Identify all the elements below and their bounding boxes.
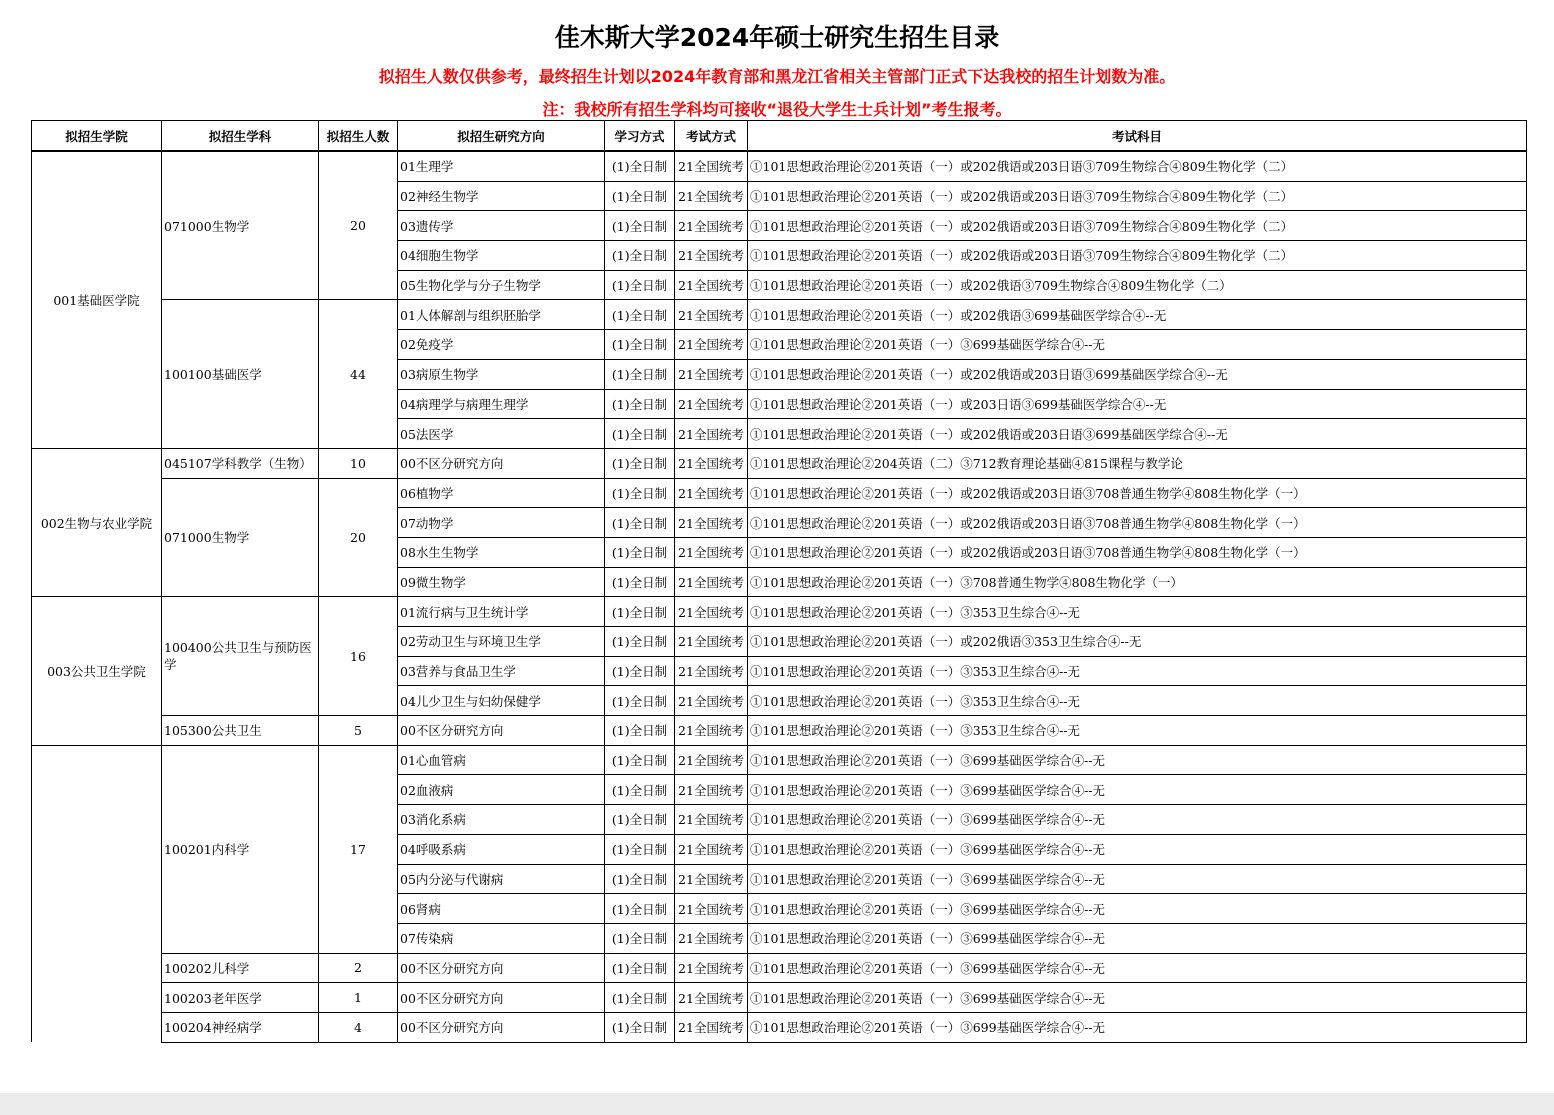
direction-cell: 07动物学: [398, 508, 605, 538]
exam-mode-cell: 21全国统考: [675, 805, 748, 835]
exam-subjects-cell: ①101思想政治理论②204英语（二）③712教育理论基础④815课程与教学论: [748, 448, 1527, 478]
direction-cell: 01人体解剖与组织胚胎学: [398, 300, 605, 330]
exam-mode-cell: 21全国统考: [675, 359, 748, 389]
subject-cell: 105300公共卫生: [162, 716, 319, 746]
direction-cell: 03遗传学: [398, 211, 605, 241]
subject-cell: 100204神经病学: [162, 1012, 319, 1042]
direction-cell: 00不区分研究方向: [398, 953, 605, 983]
exam-mode-cell: 21全国统考: [675, 775, 748, 805]
exam-subjects-cell: ①101思想政治理论②201英语（一）③699基础医学综合④--无: [748, 923, 1527, 953]
count-cell: 5: [319, 716, 398, 746]
viewer-bottom-bar: [0, 1093, 1554, 1115]
page-title: 佳木斯大学2024年硕士研究生招生目录: [554, 23, 1000, 52]
exam-subjects-cell: ①101思想政治理论②201英语（一）或202俄语或203日语③708普通生物学④808生物化学（一）: [748, 537, 1527, 567]
header-college: 拟招生学院: [32, 121, 162, 152]
study-mode-cell: (1)全日制: [605, 716, 675, 746]
study-mode-cell: (1)全日制: [605, 923, 675, 953]
exam-mode-cell: 21全国统考: [675, 151, 748, 181]
direction-cell: 03病原生物学: [398, 359, 605, 389]
study-mode-cell: (1)全日制: [605, 241, 675, 271]
exam-mode-cell: 21全国统考: [675, 389, 748, 419]
table-row: [32, 597, 1527, 627]
direction-cell: 09微生物学: [398, 567, 605, 597]
direction-cell: 00不区分研究方向: [398, 983, 605, 1013]
direction-cell: 02劳动卫生与环境卫生学: [398, 627, 605, 657]
study-mode-cell: (1)全日制: [605, 953, 675, 983]
exam-mode-cell: 21全国统考: [675, 330, 748, 360]
exam-mode-cell: 21全国统考: [675, 448, 748, 478]
exam-subjects-cell: ①101思想政治理论②201英语（一）或202俄语或203日语③708普通生物学④808生物化学（一）: [748, 478, 1527, 508]
exam-mode-cell: 21全国统考: [675, 567, 748, 597]
direction-cell: 02神经生物学: [398, 181, 605, 211]
study-mode-cell: (1)全日制: [605, 151, 675, 181]
direction-cell: 05生物化学与分子生物学: [398, 270, 605, 300]
exam-subjects-cell: ①101思想政治理论②201英语（一）③353卫生综合④--无: [748, 686, 1527, 716]
exam-subjects-cell: ①101思想政治理论②201英语（一）③699基础医学综合④--无: [748, 864, 1527, 894]
count-cell: 1: [319, 983, 398, 1013]
direction-cell: 00不区分研究方向: [398, 1012, 605, 1042]
exam-mode-cell: 21全国统考: [675, 241, 748, 271]
subject-cell: 071000生物学: [162, 478, 319, 597]
study-mode-cell: (1)全日制: [605, 1012, 675, 1042]
direction-cell: 06肾病: [398, 894, 605, 924]
exam-subjects-cell: ①101思想政治理论②201英语（一）③699基础医学综合④--无: [748, 805, 1527, 835]
direction-cell: 01流行病与卫生统计学: [398, 597, 605, 627]
study-mode-cell: (1)全日制: [605, 448, 675, 478]
exam-subjects-cell: ①101思想政治理论②201英语（一）③699基础医学综合④--无: [748, 330, 1527, 360]
study-mode-cell: (1)全日制: [605, 834, 675, 864]
table-row: [32, 983, 1527, 1013]
study-mode-cell: (1)全日制: [605, 359, 675, 389]
college-cell: 002生物与农业学院: [32, 448, 162, 596]
exam-subjects-cell: ①101思想政治理论②201英语（一）③708普通生物学④808生物化学（一）: [748, 567, 1527, 597]
exam-mode-cell: 21全国统考: [675, 834, 748, 864]
study-mode-cell: (1)全日制: [605, 419, 675, 449]
exam-mode-cell: 21全国统考: [675, 923, 748, 953]
study-mode-cell: (1)全日制: [605, 537, 675, 567]
count-cell: 44: [319, 300, 398, 448]
table-header-row: [32, 121, 1527, 152]
exam-subjects-cell: ①101思想政治理论②201英语（一）或202俄语或203日语③709生物综合④809生物化学（二）: [748, 151, 1527, 181]
subject-cell: 071000生物学: [162, 151, 319, 300]
direction-cell: 00不区分研究方向: [398, 716, 605, 746]
exam-mode-cell: 21全国统考: [675, 597, 748, 627]
exam-mode-cell: 21全国统考: [675, 716, 748, 746]
table-row: [32, 953, 1527, 983]
exam-mode-cell: 21全国统考: [675, 419, 748, 449]
exam-subjects-cell: ①101思想政治理论②201英语（一）③353卫生综合④--无: [748, 597, 1527, 627]
direction-cell: 00不区分研究方向: [398, 448, 605, 478]
exam-mode-cell: 21全国统考: [675, 953, 748, 983]
header-exam-subjects: 考试科目: [748, 121, 1527, 152]
count-cell: 20: [319, 151, 398, 300]
direction-cell: 03消化系病: [398, 805, 605, 835]
exam-subjects-cell: ①101思想政治理论②201英语（一）③699基础医学综合④--无: [748, 953, 1527, 983]
exam-subjects-cell: ①101思想政治理论②201英语（一）或202俄语③709生物综合④809生物化学（二）: [748, 270, 1527, 300]
exam-mode-cell: 21全国统考: [675, 508, 748, 538]
study-mode-cell: (1)全日制: [605, 478, 675, 508]
study-mode-cell: (1)全日制: [605, 805, 675, 835]
exam-mode-cell: 21全国统考: [675, 211, 748, 241]
exam-subjects-cell: ①101思想政治理论②201英语（一）或202俄语③699基础医学综合④--无: [748, 300, 1527, 330]
study-mode-cell: (1)全日制: [605, 211, 675, 241]
exam-mode-cell: 21全国统考: [675, 983, 748, 1013]
header-count: 拟招生人数: [319, 121, 398, 152]
college-cell: [32, 745, 162, 1042]
exam-mode-cell: 21全国统考: [675, 270, 748, 300]
subject-cell: 045107学科教学（生物）: [162, 448, 319, 478]
exam-subjects-cell: ①101思想政治理论②201英语（一）③699基础医学综合④--无: [748, 894, 1527, 924]
table-row: [32, 448, 1527, 478]
exam-subjects-cell: ①101思想政治理论②201英语（一）③699基础医学综合④--无: [748, 775, 1527, 805]
table-row: [32, 300, 1527, 330]
direction-cell: 04呼吸系病: [398, 834, 605, 864]
study-mode-cell: (1)全日制: [605, 775, 675, 805]
study-mode-cell: (1)全日制: [605, 864, 675, 894]
header-subject: 拟招生学科: [162, 121, 319, 152]
catalog-table: [31, 120, 1527, 1043]
study-mode-cell: (1)全日制: [605, 567, 675, 597]
direction-cell: 01生理学: [398, 151, 605, 181]
count-cell: 10: [319, 448, 398, 478]
subject-cell: 100400公共卫生与预防医学: [162, 597, 319, 716]
direction-cell: 06植物学: [398, 478, 605, 508]
exam-mode-cell: 21全国统考: [675, 478, 748, 508]
college-cell: 003公共卫生学院: [32, 597, 162, 745]
college-cell: 001基础医学院: [32, 151, 162, 448]
direction-cell: 05法医学: [398, 419, 605, 449]
study-mode-cell: (1)全日制: [605, 508, 675, 538]
study-mode-cell: (1)全日制: [605, 686, 675, 716]
table-row: [32, 478, 1527, 508]
exam-mode-cell: 21全国统考: [675, 627, 748, 657]
exam-subjects-cell: ①101思想政治理论②201英语（一）或202俄语或203日语③699基础医学综合④--无: [748, 419, 1527, 449]
subject-cell: 100203老年医学: [162, 983, 319, 1013]
exam-subjects-cell: ①101思想政治理论②201英语（一）③353卫生综合④--无: [748, 656, 1527, 686]
direction-cell: 01心血管病: [398, 745, 605, 775]
exam-subjects-cell: ①101思想政治理论②201英语（一）③699基础医学综合④--无: [748, 1012, 1527, 1042]
direction-cell: 04细胞生物学: [398, 241, 605, 271]
veteran-notice: 注：我校所有招生学科均可接收“退役大学生士兵计划”考生报考。: [542, 100, 1012, 119]
direction-cell: 03营养与食品卫生学: [398, 656, 605, 686]
exam-mode-cell: 21全国统考: [675, 181, 748, 211]
subject-cell: 100202儿科学: [162, 953, 319, 983]
table-row: [32, 745, 1527, 775]
direction-cell: 05内分泌与代谢病: [398, 864, 605, 894]
study-mode-cell: (1)全日制: [605, 627, 675, 657]
study-mode-cell: (1)全日制: [605, 983, 675, 1013]
exam-mode-cell: 21全国统考: [675, 1012, 748, 1042]
count-cell: 16: [319, 597, 398, 716]
exam-subjects-cell: ①101思想政治理论②201英语（一）③353卫生综合④--无: [748, 716, 1527, 746]
count-cell: 17: [319, 745, 398, 953]
table-row: [32, 716, 1527, 746]
exam-subjects-cell: ①101思想政治理论②201英语（一）或202俄语③353卫生综合④--无: [748, 627, 1527, 657]
exam-subjects-cell: ①101思想政治理论②201英语（一）或202俄语或203日语③699基础医学综合④--无: [748, 359, 1527, 389]
count-cell: 20: [319, 478, 398, 597]
exam-mode-cell: 21全国统考: [675, 686, 748, 716]
enrollment-notice: 拟招生人数仅供参考，最终招生计划以2024年教育部和黑龙江省相关主管部门正式下达我校的招生计划数为准。: [378, 67, 1176, 86]
study-mode-cell: (1)全日制: [605, 745, 675, 775]
header-exam-mode: 考试方式: [675, 121, 748, 152]
exam-subjects-cell: ①101思想政治理论②201英语（一）③699基础医学综合④--无: [748, 745, 1527, 775]
header-study-mode: 学习方式: [605, 121, 675, 152]
exam-mode-cell: 21全国统考: [675, 894, 748, 924]
header-direction: 拟招生研究方向: [398, 121, 605, 152]
direction-cell: 04病理学与病理生理学: [398, 389, 605, 419]
study-mode-cell: (1)全日制: [605, 300, 675, 330]
study-mode-cell: (1)全日制: [605, 270, 675, 300]
exam-mode-cell: 21全国统考: [675, 864, 748, 894]
study-mode-cell: (1)全日制: [605, 656, 675, 686]
study-mode-cell: (1)全日制: [605, 597, 675, 627]
study-mode-cell: (1)全日制: [605, 389, 675, 419]
exam-mode-cell: 21全国统考: [675, 300, 748, 330]
direction-cell: 02血液病: [398, 775, 605, 805]
exam-subjects-cell: ①101思想政治理论②201英语（一）或202俄语或203日语③709生物综合④809生物化学（二）: [748, 241, 1527, 271]
count-cell: 4: [319, 1012, 398, 1042]
subject-cell: 100201内科学: [162, 745, 319, 953]
study-mode-cell: (1)全日制: [605, 330, 675, 360]
direction-cell: 02免疫学: [398, 330, 605, 360]
exam-mode-cell: 21全国统考: [675, 745, 748, 775]
count-cell: 2: [319, 953, 398, 983]
direction-cell: 08水生生物学: [398, 537, 605, 567]
study-mode-cell: (1)全日制: [605, 181, 675, 211]
exam-subjects-cell: ①101思想政治理论②201英语（一）或202俄语或203日语③709生物综合④809生物化学（二）: [748, 211, 1527, 241]
study-mode-cell: (1)全日制: [605, 894, 675, 924]
exam-subjects-cell: ①101思想政治理论②201英语（一）③699基础医学综合④--无: [748, 983, 1527, 1013]
table-row: [32, 151, 1527, 181]
exam-subjects-cell: ①101思想政治理论②201英语（一）或203日语③699基础医学综合④--无: [748, 389, 1527, 419]
subject-cell: 100100基础医学: [162, 300, 319, 448]
exam-mode-cell: 21全国统考: [675, 656, 748, 686]
table-row: [32, 1012, 1527, 1042]
exam-subjects-cell: ①101思想政治理论②201英语（一）或202俄语或203日语③709生物综合④809生物化学（二）: [748, 181, 1527, 211]
exam-subjects-cell: ①101思想政治理论②201英语（一）③699基础医学综合④--无: [748, 834, 1527, 864]
exam-mode-cell: 21全国统考: [675, 537, 748, 567]
direction-cell: 07传染病: [398, 923, 605, 953]
direction-cell: 04儿少卫生与妇幼保健学: [398, 686, 605, 716]
exam-subjects-cell: ①101思想政治理论②201英语（一）或202俄语或203日语③708普通生物学④808生物化学（一）: [748, 508, 1527, 538]
